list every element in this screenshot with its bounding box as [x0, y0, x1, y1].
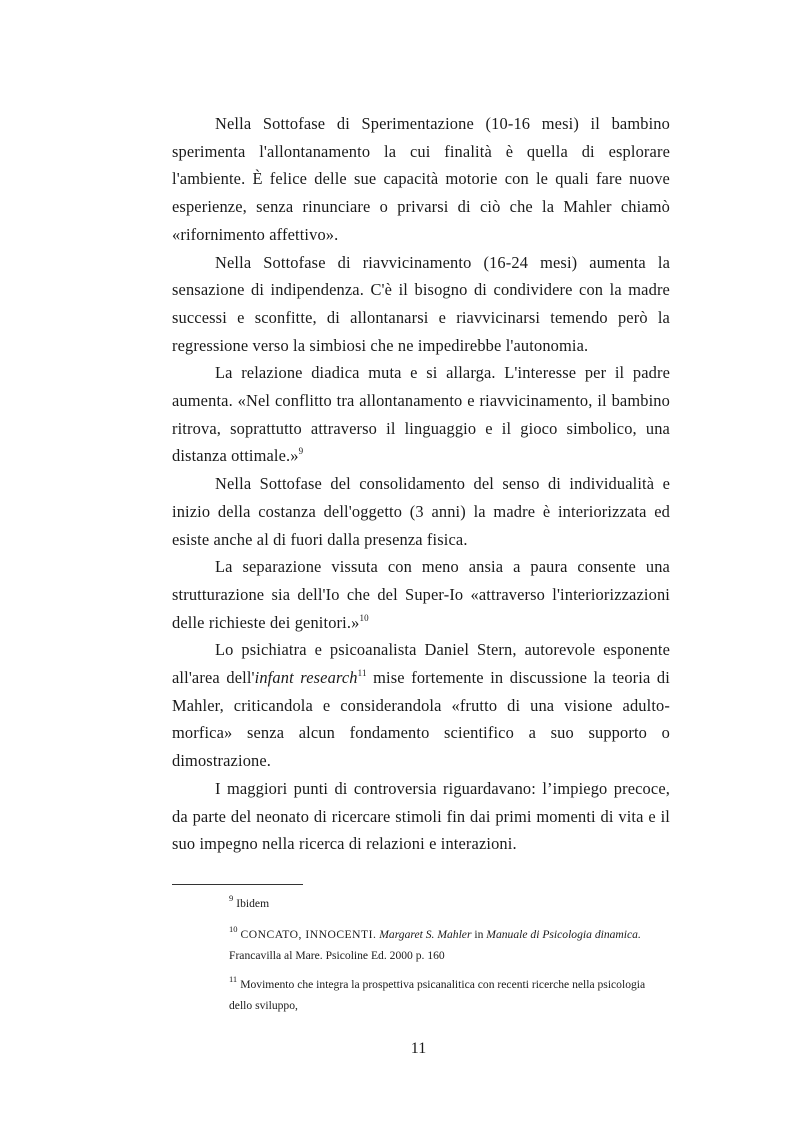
paragraph-text: mise fortemente in discussione la teoria di Mahler, criticandola e considerandola «frutto di una visione adulto-morfica» senza alcun fondamento scientifico a suo supporto o dimostrazione.: [172, 668, 670, 771]
paragraph-text: La relazione diadica muta e si allarga. L'interesse per il padre aumenta. «Nel conflitto tra allontanamento e riavvicinamento, il bambino ritrova, soprattutto attraverso il linguaggio e il gioco simbolico, una distanza ottimale.»: [172, 363, 670, 466]
paragraph-consolidamento: Nella Sottofase del consolidamento del senso di individualità e inizio della costanza dell'oggetto (3 anni) la madre è interiorizzata ed esiste anche al di fuori dalla presenza fisica.: [172, 474, 670, 549]
footnote-publisher: Francavilla al Mare. Psicoline Ed. 2000 p. 160: [229, 949, 445, 962]
footnote-separator: [172, 884, 303, 885]
footnote-number: 9: [229, 893, 234, 903]
body-text: [172, 110, 670, 858]
paragraph-riavvicinamento: Nella Sottofase di riavvicinamento (16-24 mesi) aumenta la sensazione di indipendenza. C'è il bisogno di condividere con la madre successi e sconfitte, di allontanarsi e riavvicinarsi temendo però la regressione verso la simbiosi che ne impedirebbe l'autonomia.: [172, 252, 670, 355]
footnote-9: [229, 893, 659, 914]
paragraph-text: La separazione vissuta con meno ansia a paura consente una strutturazione sia dell'Io che del Super-Io «attraverso l'interiorizzazioni delle richieste dei genitori.»: [172, 557, 670, 632]
footnote-ref-11[interactable]: 11: [357, 668, 367, 679]
footnote-11: [229, 974, 659, 1016]
footnote-text: Movimento che integra la prospettiva psicanalitica con recenti ricerche nella psicologia dello sviluppo,: [229, 978, 646, 1012]
paragraph-text: Lo psichiatra e psicoanalista Daniel Stern, autorevole esponente all'area dell': [172, 640, 670, 688]
footnote-number: 10: [229, 924, 238, 934]
footnote-in: in: [471, 928, 487, 941]
paragraph-separazione: [172, 553, 670, 636]
footnote-ref-9[interactable]: 9: [298, 446, 304, 457]
paragraph-relazione-diadica: [172, 359, 670, 470]
page-number: 11: [410, 1040, 427, 1057]
infant-research-term: infant research: [254, 668, 358, 688]
paragraph-controversia: I maggiori punti di controversia riguardavano: l’impiego precoce, da parte del neonato di ricercare stimoli fin dai primi momenti di vita e il suo impegno nella ricerca di relazioni e interazioni.: [172, 778, 670, 854]
footnote-10: [229, 924, 659, 966]
footnote-authors: CONCATO, INNOCENTI.: [240, 928, 377, 941]
footnote-text: Ibidem: [236, 897, 270, 910]
paragraph-sperimentazione: Nella Sottofase di Sperimentazione (10-16 mesi) il bambino sperimenta l'allontanamento la cui finalità è quella di esplorare l'ambiente. È felice delle sue capacità motorie con le quali fare nuove esperienze, senza rinunciare o privarsi di ciò che la Mahler chiamò «rifornimento affettivo».: [172, 114, 670, 244]
paragraph-stern: [172, 636, 670, 775]
footnote-ref-10[interactable]: 10: [359, 612, 369, 623]
footnote-book-title: Manuale di Psicologia dinamica.: [486, 928, 641, 941]
footnote-number: 11: [229, 974, 238, 984]
footnote-work-title: Margaret S. Mahler: [379, 928, 472, 941]
